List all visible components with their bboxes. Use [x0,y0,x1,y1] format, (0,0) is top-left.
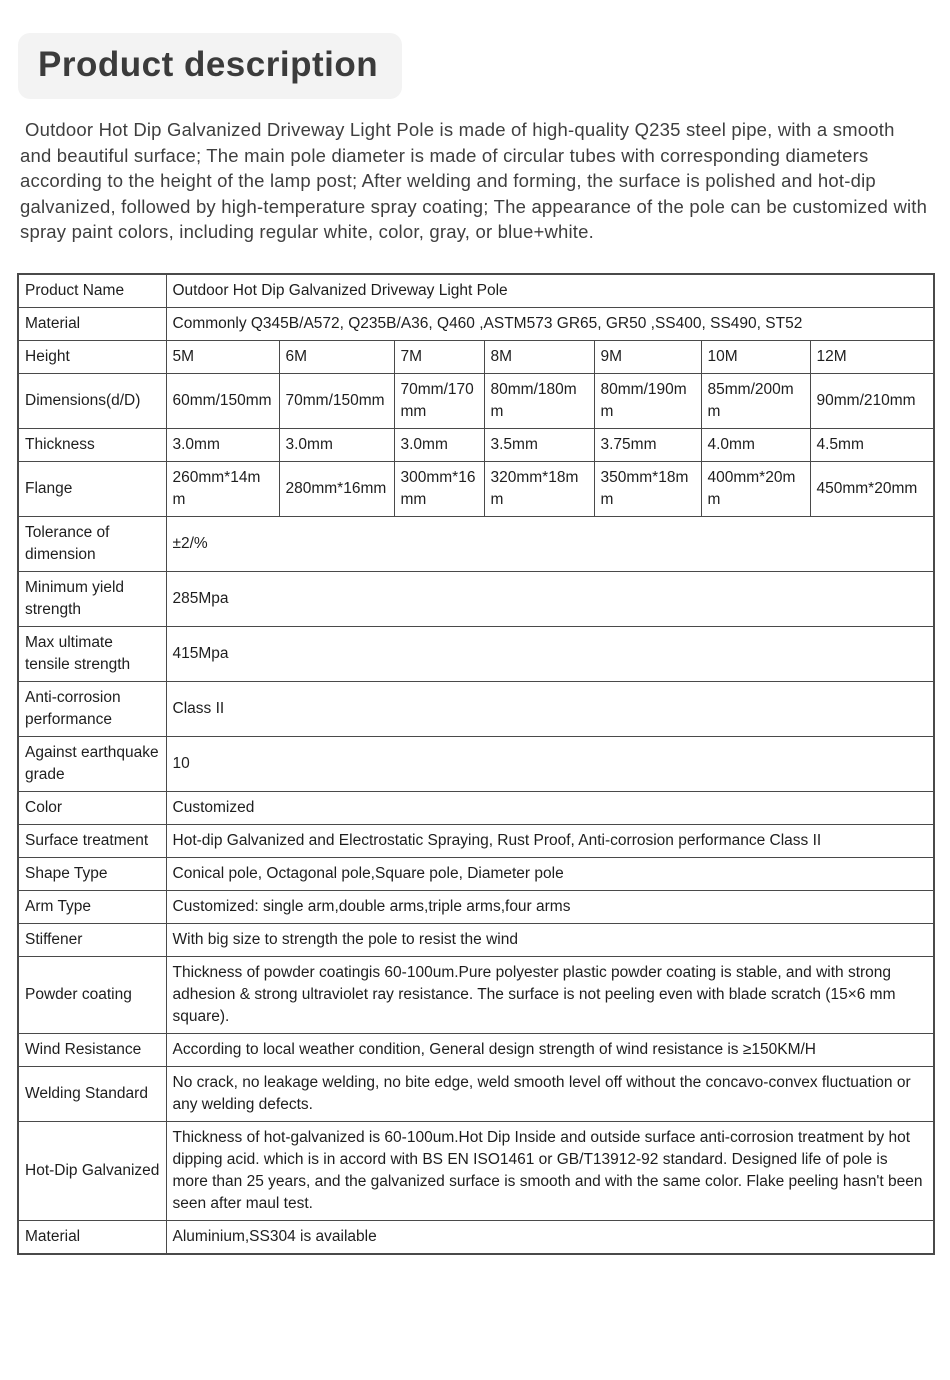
spec-data-cell: 6M [279,340,394,373]
spec-data-cell: 60mm/150mm [166,373,279,428]
spec-data-cell: 280mm*16mm [279,461,394,516]
spec-data-cell: 320mm*18mm [484,461,594,516]
table-row [18,824,934,857]
product-description-paragraph: Outdoor Hot Dip Galvanized Driveway Light Pole is made of high-quality Q235 steel pipe, with a smooth and beautiful surface; The main pole diameter is made of circular tubes with corresponding diameters according to the height of the lamp post; After welding and forming, the surface is polished and hot-dip galvanized, followed by high-temperature spray coating; The appearance of the pole can be customized with spray paint colors, including regular white, color, gray, or blue+white. [20,119,928,242]
spec-data-cell: 4.0mm [701,428,810,461]
table-row [18,428,934,461]
table-row [18,736,934,791]
page-title: Product description [38,45,379,84]
spec-data-cell: 80mm/180mm [484,373,594,428]
table-row [18,1121,934,1220]
table-row [18,1033,934,1066]
table-row [18,857,934,890]
spec-value-cell: Thickness of powder coatingis 60-100um.Pure polyester plastic powder coating is stable, and with strong adhesion & strong ultraviolet ray resistance. The surface is not peeling even with blade scratch (15×6 mm square). [166,956,934,1033]
spec-value-cell: Customized [166,791,934,824]
spec-label-cell: Tolerance of dimension [18,516,166,571]
spec-value-cell: 285Mpa [166,571,934,626]
spec-value-cell: No crack, no leakage welding, no bite edge, weld smooth level off without the concavo-convex fluctuation or any welding defects. [166,1066,934,1121]
spec-label-cell: Welding Standard [18,1066,166,1121]
spec-label-cell: Dimensions(d/D) [18,373,166,428]
spec-label-cell: Wind Resistance [18,1033,166,1066]
spec-label-cell: Minimum yield strength [18,571,166,626]
spec-label-cell: Anti-corrosion performance [18,681,166,736]
spec-data-cell: 350mm*18mm [594,461,701,516]
spec-data-cell: 12M [810,340,934,373]
spec-value-cell: 415Mpa [166,626,934,681]
spec-value-cell: Customized: single arm,double arms,triple arms,four arms [166,890,934,923]
spec-data-cell: 450mm*20mm [810,461,934,516]
spec-value-cell: Aluminium,SS304 is available [166,1220,934,1254]
spec-data-cell: 300mm*16mm [394,461,484,516]
spec-label-cell: Material [18,307,166,340]
spec-value-cell: With big size to strength the pole to resist the wind [166,923,934,956]
spec-label-cell: Against earthquake grade [18,736,166,791]
spec-data-cell: 3.0mm [394,428,484,461]
table-row [18,890,934,923]
table-row [18,923,934,956]
spec-data-cell: 3.5mm [484,428,594,461]
spec-value-cell: According to local weather condition, General design strength of wind resistance is ≥150KM/H [166,1033,934,1066]
specification-table [17,273,935,1255]
table-row [18,516,934,571]
table-row [18,791,934,824]
table-row [18,1066,934,1121]
spec-data-cell: 3.0mm [279,428,394,461]
spec-data-cell: 5M [166,340,279,373]
section-title-box [18,33,402,99]
spec-label-cell: Hot-Dip Galvanized [18,1121,166,1220]
spec-data-cell: 85mm/200mm [701,373,810,428]
table-row [18,461,934,516]
spec-data-cell: 260mm*14mm [166,461,279,516]
spec-label-cell: Thickness [18,428,166,461]
table-row [18,626,934,681]
table-row [18,1220,934,1254]
spec-value-cell: Outdoor Hot Dip Galvanized Driveway Light Pole [166,274,934,308]
spec-value-cell: Commonly Q345B/A572, Q235B/A36, Q460 ,ASTM573 GR65, GR50 ,SS400, SS490, ST52 [166,307,934,340]
spec-label-cell: Shape Type [18,857,166,890]
table-row [18,571,934,626]
spec-label-cell: Color [18,791,166,824]
table-row [18,307,934,340]
spec-label-cell: Stiffener [18,923,166,956]
spec-value-cell: ±2/% [166,516,934,571]
spec-value-cell: Conical pole, Octagonal pole,Square pole, Diameter pole [166,857,934,890]
spec-data-cell: 7M [394,340,484,373]
spec-label-cell: Arm Type [18,890,166,923]
spec-label-cell: Flange [18,461,166,516]
spec-data-cell: 3.0mm [166,428,279,461]
table-row [18,373,934,428]
spec-data-cell: 3.75mm [594,428,701,461]
spec-label-cell: Height [18,340,166,373]
spec-label-cell: Material [18,1220,166,1254]
table-row [18,956,934,1033]
spec-data-cell: 70mm/170mm [394,373,484,428]
spec-data-cell: 90mm/210mm [810,373,934,428]
table-row [18,340,934,373]
spec-data-cell: 10M [701,340,810,373]
spec-value-cell: 10 [166,736,934,791]
spec-data-cell: 70mm/150mm [279,373,394,428]
spec-data-cell: 8M [484,340,594,373]
table-row [18,274,934,308]
spec-data-cell: 80mm/190mm [594,373,701,428]
spec-value-cell: Hot-dip Galvanized and Electrostatic Spraying, Rust Proof, Anti-corrosion performance Class II [166,824,934,857]
spec-data-cell: 9M [594,340,701,373]
spec-label-cell: Product Name [18,274,166,308]
spec-data-cell: 400mm*20mm [701,461,810,516]
spec-label-cell: Max ultimate tensile strength [18,626,166,681]
spec-value-cell: Thickness of hot-galvanized is 60-100um.Hot Dip Inside and outside surface anti-corrosion treatment by hot dipping acid. which is in accord with BS EN ISO1461 or GB/T13912-92 standard. Designed life of pole is more than 25 years, and the galvanized surface is smooth and with the same color. Flake peeling hasn't been seen after maul test. [166,1121,934,1220]
table-row [18,681,934,736]
spec-label-cell: Surface treatment [18,824,166,857]
spec-data-cell: 4.5mm [810,428,934,461]
spec-label-cell: Powder coating [18,956,166,1033]
spec-table-body [18,274,934,1254]
spec-value-cell: Class II [166,681,934,736]
